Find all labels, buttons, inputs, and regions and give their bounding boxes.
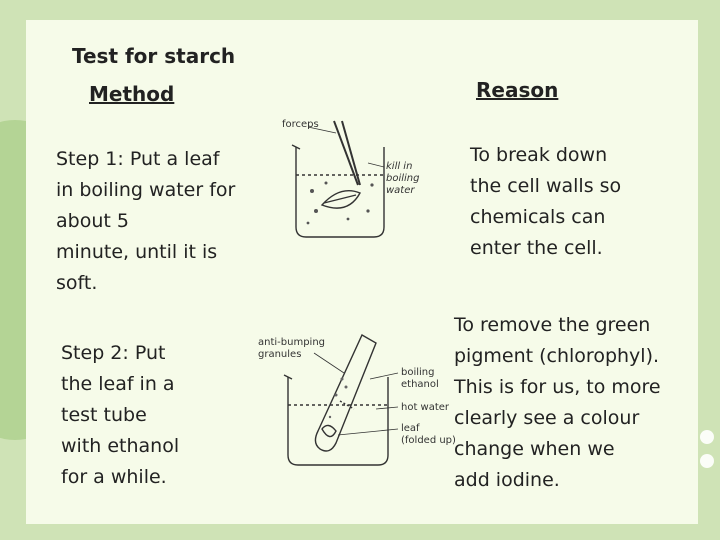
reason-1-text: To break down the cell walls so chemicals can enter the cell. bbox=[470, 144, 622, 259]
boiling-water-beaker-diagram bbox=[256, 115, 426, 245]
label-kill-in: kill in bbox=[386, 161, 413, 172]
label-folded-up: (folded up) bbox=[401, 435, 456, 446]
slide-content bbox=[26, 20, 698, 524]
step-1-text: Step 1: Put a leaf in boiling water for about 5 minute, until it is soft. bbox=[56, 148, 236, 294]
label-boiling-ethanol-2: ethanol bbox=[401, 379, 439, 390]
label-boiling: boiling bbox=[386, 173, 420, 184]
reason-2-text: To remove the green pigment (chlorophyl). This is for us, to more clearly see a colour change when we add iodine. bbox=[454, 314, 661, 491]
label-granules: granules bbox=[258, 349, 302, 360]
label-forceps: forceps bbox=[282, 119, 319, 130]
slide-title: Test for starch bbox=[72, 44, 236, 68]
label-anti-bumping: anti-bumping bbox=[258, 337, 326, 348]
label-hot-water: hot water bbox=[401, 402, 450, 413]
label-boiling-ethanol-1: boiling bbox=[401, 367, 435, 378]
ethanol-test-tube-diagram bbox=[258, 325, 458, 475]
step-2-text: Step 2: Put the leaf in a test tube with ethanol for a while. bbox=[61, 342, 180, 488]
reason-heading: Reason bbox=[476, 78, 559, 102]
label-water: water bbox=[386, 185, 415, 196]
label-leaf: leaf bbox=[401, 423, 420, 434]
method-heading: Method bbox=[89, 82, 175, 106]
